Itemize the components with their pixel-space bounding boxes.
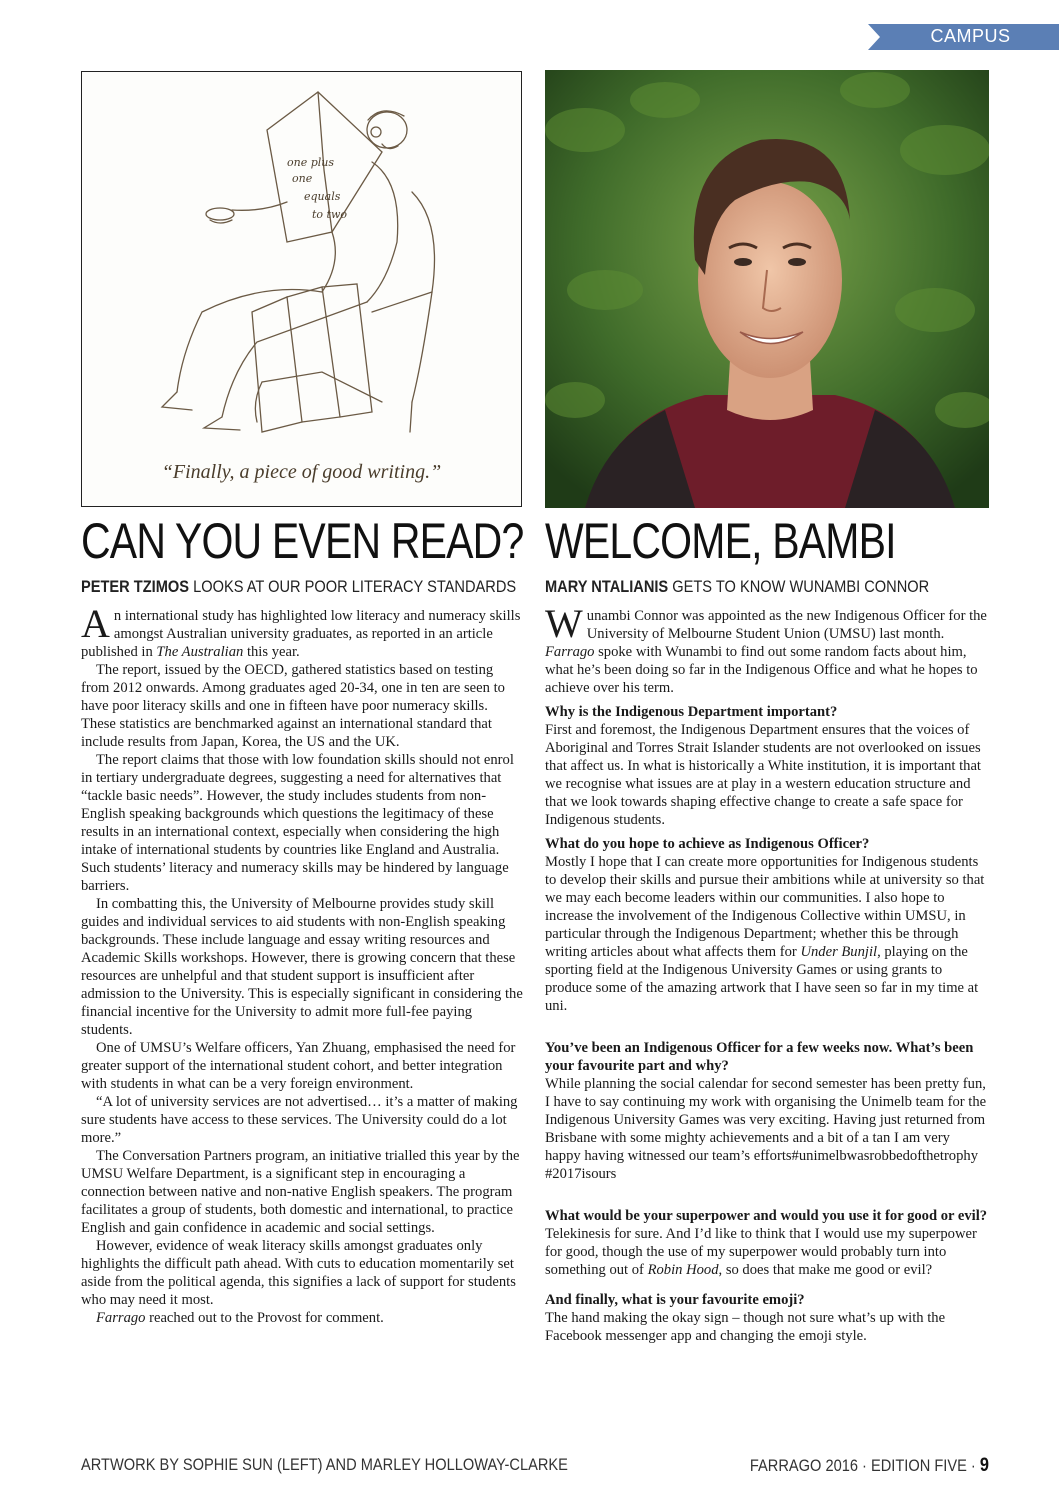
- question-2: What do you hope to achieve as Indigenous Officer?: [545, 836, 870, 852]
- paper-line-3: equals: [304, 190, 341, 203]
- left-dropcap: A: [81, 601, 110, 646]
- footer-credit: ARTWORK BY SOPHIE SUN (LEFT) AND MARLEY HOLLOWAY-CLARKE: [81, 1455, 568, 1474]
- footer-edition: [750, 1455, 989, 1477]
- paper-line-1: one plus: [287, 156, 335, 169]
- left-paragraph-9: [81, 1309, 523, 1327]
- question-5: And finally, what is your favourite emoji?: [545, 1292, 805, 1308]
- paper-line-2: one: [292, 172, 313, 185]
- left-p9-text: reached out to the Provost for comment.: [145, 1310, 384, 1326]
- answer-4-text-a: Telekinesis for sure. And I’d like to think that I would use my superpower for good, though the use of my superpower would probably turn into something out of: [545, 1226, 977, 1278]
- left-paragraph-6: “A lot of university services are not advertised… it’s a matter of making sure students have access to these services. The University could do a lot more.”: [81, 1094, 518, 1146]
- left-p1-text-a: n international study has highlighted low literacy and numeracy skills amongst Australian university graduates, as reported in an article published in: [81, 608, 521, 660]
- left-headline: CAN YOU EVEN READ?: [81, 513, 524, 569]
- answer-2: [545, 853, 989, 1015]
- answer-4-italic: Robin Hood: [647, 1262, 719, 1278]
- left-article-body: [81, 601, 523, 1327]
- answer-3: While planning the social calendar for second semester has been pretty fun, I have to say continuing my work with organising the Unimelb team for the Indigenous University Games was very exciting. Having just returned from Brisbane with some mighty achievements and a bit of a tan I am very happy having witnessed our team’s efforts#unimelbwasrobbedofthetrophy #2017isours: [545, 1076, 987, 1182]
- left-paragraph-7: The Conversation Partners program, an initiative trialled this year by the UMSU Welfare Department, is a significant step in encouraging a connection between native and non-native English speakers. The program facilitates a group of students, both domestic and international, to practice English and gain confidence in academic and social settings.: [81, 1148, 520, 1236]
- answer-1: First and foremost, the Indigenous Department ensures that the voices of Aboriginal and Torres Strait Islander students are not overlooked on issues that affect us. In what is historically a White institution, it is important that we recognise what issues are at play in a western education structure and that we look towards shaping effective change to create a safe space for Indigenous students.: [545, 722, 981, 828]
- portrait-photo: [545, 70, 989, 508]
- paper-line-4: to two: [312, 208, 347, 221]
- right-byline-author: MARY NTALIANIS: [545, 577, 669, 596]
- question-1: Why is the Indigenous Department important?: [545, 704, 838, 720]
- right-dropcap: W: [545, 601, 583, 646]
- left-paragraph-3: The report claims that those with low foundation skills should not enrol in tertiary undergraduate degrees, suggesting a need for alternatives that “tackle basic needs”. However, the study includes students from non-English speaking backgrounds which questions the legitimacy of these results in an international context, especially when considering the high intake of international students by countries like England and Australia. Such students’ literacy and numeracy skills may be hindered by language barriers.: [81, 752, 514, 894]
- question-3: You’ve been an Indigenous Officer for a few weeks now. What’s been your favourite part and why?: [545, 1040, 974, 1074]
- section-tab: [868, 24, 1059, 50]
- right-article-body: [545, 601, 989, 1345]
- question-4: What would be your superpower and would you use it for good or evil?: [545, 1208, 988, 1224]
- cartoon-drawing: [82, 72, 520, 452]
- left-paragraph-5: One of UMSU’s Welfare officers, Yan Zhuang, emphasised the need for greater support of the international student cohort, and better integration with students in what can be a very foreign environment.: [81, 1040, 516, 1092]
- right-intro-text-b: spoke with Wunambi to find out some random facts about him, what he’s been doing so far in the Indigenous Office and what he hopes to achieve over his term.: [545, 644, 978, 696]
- left-paragraph-8: However, evidence of weak literacy skills amongst graduates only highlights the difficult path ahead. With cuts to education momentarily set aside from the political agenda, this signifies a lack of support for students who may need it most.: [81, 1238, 516, 1308]
- answer-2-text-b: , playing on the sporting field at the Indigenous University Games or using grants to produce some of the amazing artwork that I have seen so far in my time at uni.: [545, 944, 979, 1014]
- page-number: 9: [979, 1455, 989, 1476]
- left-p1-italic: The Australian: [156, 644, 244, 660]
- left-p1-text-b: this year.: [243, 644, 300, 660]
- left-paragraph-4: In combatting this, the University of Melbourne provides study skill guides and individual services to aid students with non-English speaking backgrounds. These include language and essay writing resources and Academic Skills workshops. However, there is growing concern that these resources are unhelpful and that student support is insufficient after admission to the University. This is especially significant in considering the financial incentive for the University to admit more full-fee paying students.: [81, 896, 523, 1038]
- answer-2-italic: Under Bunjil: [800, 944, 878, 960]
- right-headline: WELCOME, BAMBI: [545, 513, 896, 569]
- answer-5: The hand making the okay sign – though not sure what’s up with the Facebook messenger app and changing the emoji style.: [545, 1310, 946, 1344]
- answer-2-text-a: Mostly I hope that I can create more opportunities for Indigenous students to develop their skills and pursue their ambitions while at university so that we may each become leaders within our communities. I also hope to increase the involvement of the Indigenous Collective within UMSU, in particular through the Indigenous Department; whether this be through writing articles about what affects them for: [545, 854, 985, 960]
- footer-edition-text: FARRAGO 2016 · EDITION FIVE ·: [749, 1456, 980, 1475]
- right-intro-text-a: unambi Connor was appointed as the new Indigenous Officer for the University of Melbourne Student Union (UMSU) last month.: [586, 608, 987, 642]
- left-byline-author: PETER TZIMOS: [81, 577, 190, 596]
- cartoon-caption: “Finally, a piece of good writing.”: [161, 461, 442, 483]
- left-p9-italic: Farrago: [96, 1310, 146, 1326]
- right-byline: [545, 577, 929, 597]
- left-paragraph-2: The report, issued by the OECD, gathered statistics based on testing from 2012 onwards. Among graduates aged 20-34, one in ten are seen to have poor literacy skills and one in fifteen have poor numeracy skills. These statistics are benchmarked against an international standard that include results from Japan, Korea, the US and the UK.: [81, 662, 505, 750]
- answer-4: [545, 1225, 989, 1279]
- section-tab-label: CAMPUS: [930, 26, 1011, 46]
- left-paragraph-1: [81, 601, 523, 661]
- answer-4-text-b: , so does that make me good or evil?: [718, 1262, 933, 1278]
- portrait-image: [545, 70, 989, 508]
- cartoon-illustration: [81, 71, 522, 507]
- right-byline-text: GETS TO KNOW WUNAMBI CONNOR: [668, 577, 930, 596]
- right-intro: [545, 601, 989, 697]
- left-byline-text: LOOKS AT OUR POOR LITERACY STANDARDS: [189, 577, 517, 596]
- left-byline: [81, 577, 516, 597]
- right-intro-italic: Farrago: [545, 644, 595, 660]
